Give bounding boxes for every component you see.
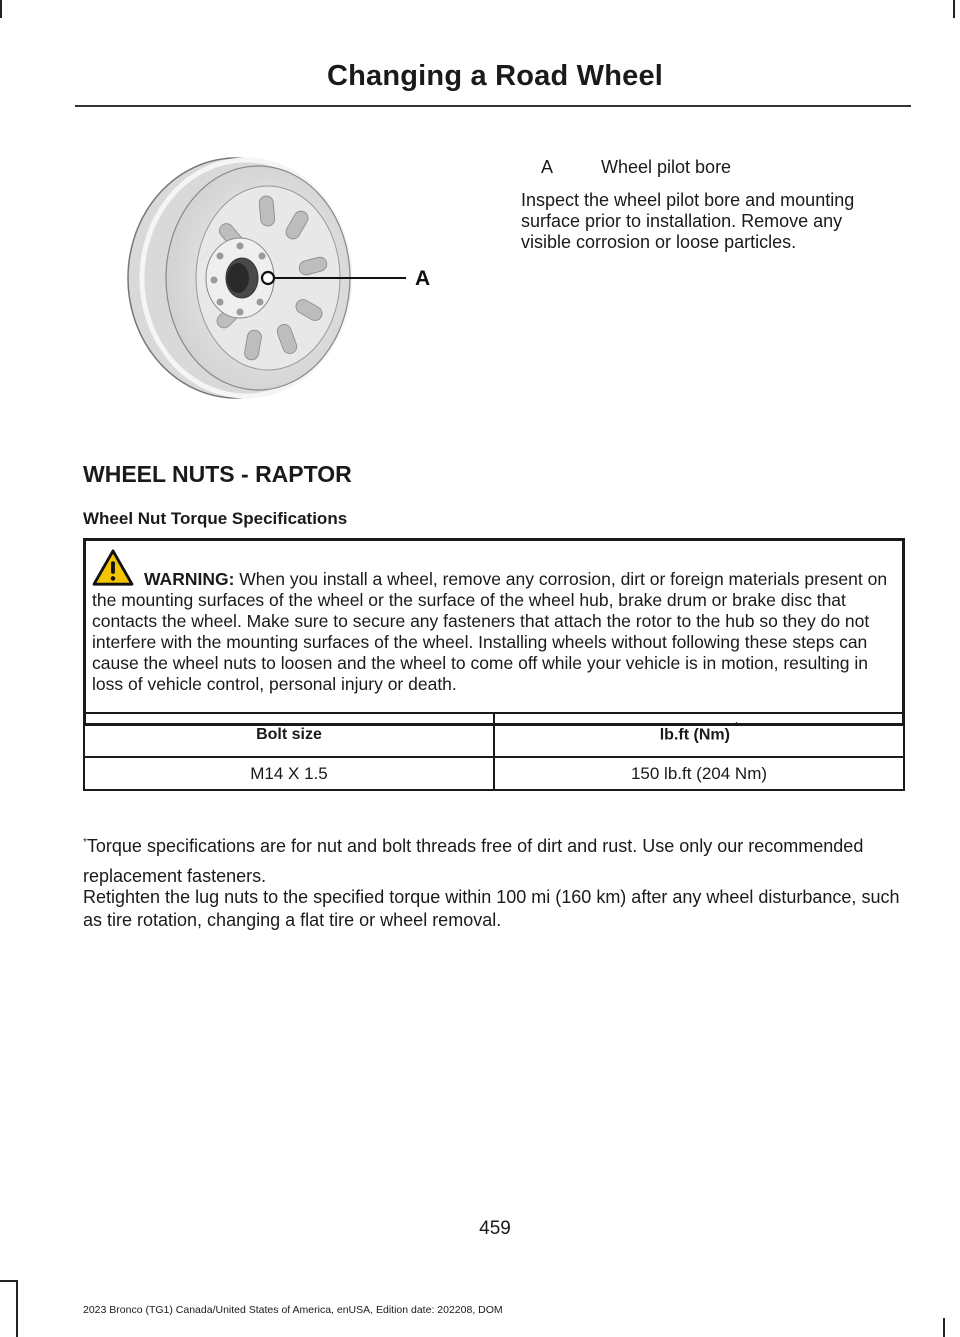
- footnote-text: Torque specifications are for nut and bolt threads free of dirt and rust. Use only our recommended replacement fasteners.: [83, 836, 864, 886]
- header-divider: [75, 105, 911, 107]
- warning-lead: WARNING:: [144, 569, 235, 589]
- table-row: [84, 757, 904, 790]
- crop-mark-bottom-left-v: [16, 1280, 18, 1337]
- warning-body: When you install a wheel, remove any corrosion, dirt or foreign materials present on the mounting surfaces of the wheel or the surface of the wheel hub, brake drum or brake disc that contacts the wheel. Make sure to secure any fasteners that attach the rotor to the hub so they do not interfere with the mounting surfaces of the wheel. Installing wheels without following these steps can cause the wheel nuts to loosen and the wheel to come off while your vehicle is in motion, resulting in loss of vehicle control, personal injury or death.: [92, 569, 888, 694]
- figure-intro-text: Inspect the wheel pilot bore and mounting surface prior to installation. Remove any visible corrosion or loose particles.: [521, 190, 855, 252]
- header-bolt-size-label: Bolt size: [256, 726, 322, 743]
- cell-bolt-size: M14 X 1.5: [84, 757, 494, 790]
- footer-edition-info: 2023 Bronco (TG1) Canada/United States of America, enUSA, Edition date: 202208, DOM: [83, 1304, 503, 1316]
- section-subtitle: Wheel Nut Torque Specifications: [83, 509, 348, 528]
- header-bolt-size: [84, 713, 494, 757]
- figure-legend: [541, 157, 731, 178]
- table-footnote: [83, 828, 903, 891]
- header-torque-label: lb.ft (Nm): [659, 726, 730, 744]
- legend-key: A: [541, 157, 554, 177]
- page-number: 459: [479, 1218, 511, 1239]
- crop-mark-bottom-right: [943, 1318, 945, 1337]
- wheel-illustration: [118, 152, 448, 404]
- cell-torque-value: 150 lb.ft (204 Nm): [494, 757, 904, 790]
- crop-mark-top-right: [953, 0, 955, 18]
- table-header-row: [84, 713, 904, 757]
- legend-description: Wheel pilot bore: [601, 157, 732, 177]
- footnote-mark: *: [83, 837, 87, 848]
- callout-label-a: A: [415, 267, 431, 290]
- warning-box: [83, 538, 905, 726]
- header-torque: [494, 713, 904, 757]
- torque-spec-table: [83, 712, 905, 791]
- retighten-paragraph: Retighten the lug nuts to the specified torque within 100 mi (160 km) after any wheel disturbance, such as tire rotation, changing a flat tire or wheel removal.: [83, 887, 900, 930]
- section-title: WHEEL NUTS - RAPTOR: [83, 461, 352, 487]
- page-header-title: Changing a Road Wheel: [326, 60, 664, 92]
- warning-text: [92, 569, 900, 695]
- header-note-mark: *: [734, 721, 739, 733]
- crop-mark-top-left: [0, 0, 2, 18]
